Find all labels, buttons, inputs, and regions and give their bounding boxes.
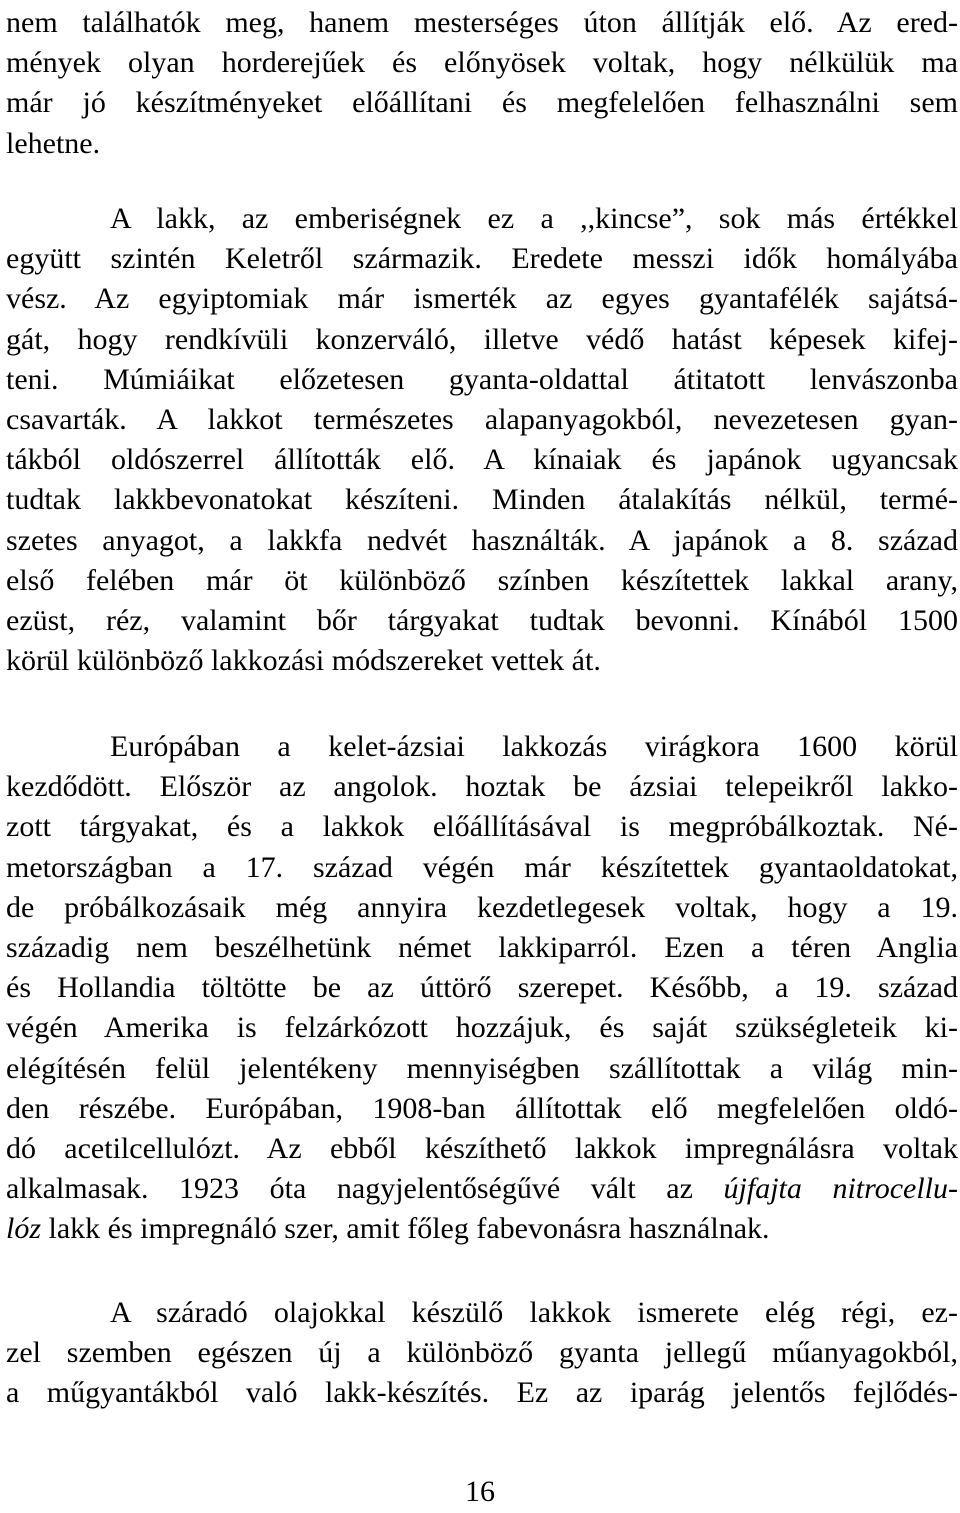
text-line: lehetne.: [6, 126, 101, 160]
text-line: csavarták. A lakkot természetes alapanyagokból, nevezetesen gyan-: [6, 402, 958, 436]
text-line: a műgyantákból való lakk-készítés. Ez az iparág jelentős fejlődés-: [6, 1376, 958, 1410]
text-line: vész. Az egyiptomiak már ismerték az egyes gyantafélék sajátsá-: [6, 282, 958, 316]
paragraph-1: [6, 3, 958, 164]
text-line: ezüst, réz, valamint bőr tárgyakat tudtak bevonni. Kínából 1500: [6, 603, 958, 637]
text-line: szetes anyagot, a lakkfa nedvét használták. A japánok a 8. század: [6, 523, 958, 557]
text-line: zott tárgyakat, és a lakkok előállításával is megpróbálkoztak. Né-: [6, 810, 958, 844]
text-line: együtt szintén Keletről származik. Eredete messzi idők homályába: [6, 242, 958, 276]
paragraph-4: [6, 1293, 958, 1414]
text-line: mények olyan horderejűek és előnyösek voltak, hogy nélkülük ma: [6, 46, 958, 80]
paragraph-3: [6, 727, 958, 1249]
text-line: den részébe. Európában, 1908-ban állítottak elő megfelelően oldó-: [6, 1091, 958, 1125]
text-line: és Hollandia töltötte be az úttörő szerepet. Később, a 19. század: [6, 971, 958, 1005]
text-line: teni. Múmiáikat előzetesen gyanta-oldattal átitatott lenvászonba: [6, 362, 958, 396]
text-line: végén Amerika is felzárkózott hozzájuk, és saját szükségleteik ki-: [6, 1011, 958, 1045]
text-line: de próbálkozásaik még annyira kezdetlegesek voltak, hogy a 19.: [6, 890, 958, 924]
text-segment: alkalmasak. 1923 óta nagyjelentőségűvé vált az: [6, 1172, 724, 1206]
text-line: kezdődött. Először az angolok. hoztak be ázsiai telepeikről lakko-: [6, 770, 958, 804]
italic-term: újfajta nitrocellu-: [723, 1172, 958, 1206]
text-line: A lakk, az emberiségnek ez a ,,kincse”, sok más értékkel: [110, 202, 958, 235]
text-line-with-italic: [6, 1169, 958, 1209]
text-line: már jó készítményeket előállítani és megfelelően felhasználni sem: [6, 86, 958, 120]
text-line: elégítésén felül jelentékeny mennyiségben szállítottak a világ min-: [6, 1051, 958, 1085]
italic-term: lóz: [6, 1212, 42, 1246]
text-line: körül különböző lakkozási módszereket vettek át.: [6, 644, 601, 678]
text-line: Európában a kelet-ázsiai lakkozás virágkora 1600 körül: [110, 730, 958, 763]
text-line: nem találhatók meg, hanem mesterséges úton állítják elő. Az ered-: [6, 6, 958, 39]
text-line: gát, hogy rendkívüli konzerváló, illetve védő hatást képesek kifej-: [6, 322, 958, 356]
text-segment: lakk és impregnáló szer, amit főleg fabevonásra használnak.: [41, 1212, 770, 1246]
text-line: metországban a 17. század végén már készítettek gyantaoldatokat,: [6, 850, 958, 884]
text-line: zel szemben egészen új a különböző gyanta jellegű műanyagokból,: [6, 1336, 958, 1370]
paragraph-2: [6, 199, 958, 681]
text-line: tákból oldószerrel állították elő. A kínaiak és japánok ugyancsak: [6, 443, 958, 477]
text-line-with-italic: [6, 1209, 958, 1249]
text-line: A száradó olajokkal készülő lakkok ismerete elég régi, ez-: [110, 1296, 958, 1329]
text-line: századig nem beszélhetünk német lakkiparról. Ezen a téren Anglia: [6, 930, 958, 964]
text-line: első felében már öt különböző színben készítettek lakkal arany,: [6, 563, 958, 597]
text-line: tudtak lakkbevonatokat készíteni. Minden átalakítás nélkül, termé-: [6, 483, 958, 517]
text-line: dó acetilcellulózt. Az ebből készíthető lakkok impregnálásra voltak: [6, 1131, 958, 1165]
page-number: 16: [465, 1475, 495, 1508]
